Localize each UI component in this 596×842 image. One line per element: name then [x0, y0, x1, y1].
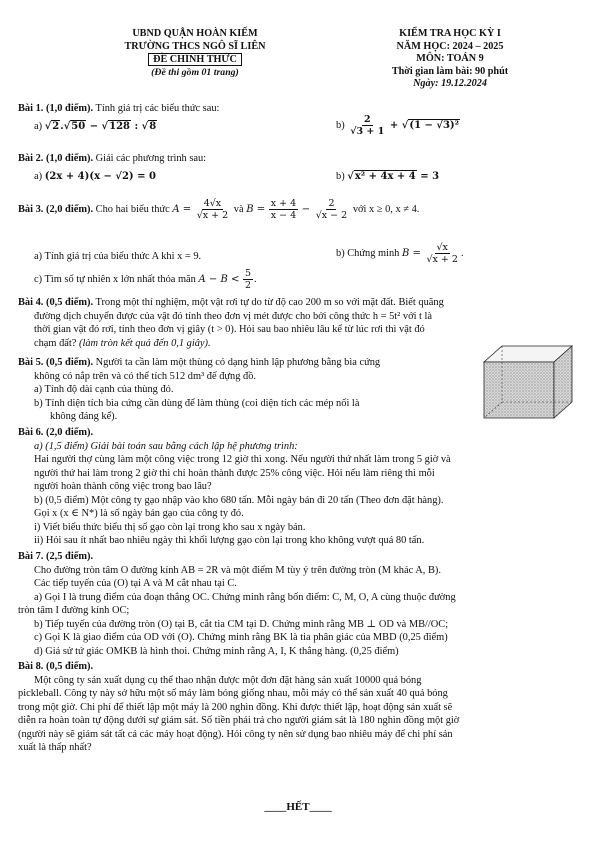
exam-title: KIỂM TRA HỌC KỲ I — [399, 28, 501, 39]
time-limit: Thời gian làm bài: 90 phút — [391, 65, 509, 77]
cube-box-illustration — [480, 342, 576, 422]
header-right — [350, 28, 550, 91]
problem-4: Bài 4. (0,5 điểm). Trong một thí nghiệm, một vật rơi tự do từ độ cao 200 m so với mặt đất. Biết quãng đường dịch chuyển được của vật đó tính theo đơn vị mét được cho bởi công thức h = 5t² với t là thời gian vật đó rơi, tính theo đơn vị giây (t > 0). Hỏi sau bao nhiêu lâu kể từ lúc rơi thì vật đó chạm đất? (làm tròn kết quả đến 0,1 giây). — [18, 297, 444, 349]
problem-1a: a) √2.√50 − √128 : √8 — [34, 121, 157, 132]
exam-date: Ngày: 19.12.2024 — [413, 78, 487, 89]
problem-3c: c) Tìm số tự nhiên x lớn nhất thỏa mãn A − B < $\frac{5}{2}$ . — [34, 268, 257, 291]
problem-2b: b) √x² + 4x + 4 = 3 — [336, 171, 440, 182]
problem-2a: a) (2x + 4)(x − √2) = 0 — [34, 171, 156, 182]
problem-7: Bài 7. (2,5 điểm). Cho đường tròn tâm O đường kính AB = 2R và một điểm M tùy ý trên đường tròn (M khác A, B). Các tiếp tuyến của (O) tại A và M cắt nhau tại C. a) Gọi I là trung điểm của đoạn thẳng OC. Chứng minh rằng bốn điểm: C, M, O, A cùng thuộc đường tròn tâm I đường kính OC; b) Tiếp tuyến của đường tròn (O) tại B, cắt tia CM tại D. Chứng minh rằng MB ⊥ OD và MB//OC; c) Gọi K là giao điểm của OD với (O). Chứng minh rằng BK là tia phân giác của MBD (0,25 điểm) d) Giả sử tứ giác OMKB là hình thoi. Chứng minh rằng A, I, K thẳng hàng. (0,25 điểm) — [18, 551, 456, 657]
header-left — [95, 28, 295, 79]
problem-3a: a) Tính giá trị của biểu thức A khi x = 9. — [34, 251, 202, 262]
problem-5: Bài 5. (0,5 điểm). Người ta cần làm một thùng có dạng hình lập phương bằng bìa cứng không có nắp trên và có thể tích 512 dm³ để đựng đồ. a) Tính độ dài cạnh của thùng đó. b) Tính diện tích bìa cứng cần dùng để làm thùng (coi diện tích các mép nối là không đáng kể). — [18, 357, 381, 423]
problem-1-heading: Bài 1. (1,0 điểm). Tính giá trị các biểu thức sau: — [18, 103, 220, 114]
school-year: NĂM HỌC: 2024 – 2025 — [396, 40, 504, 52]
problem-3b: b) Chứng minh B = $\frac{√x}{√x + 2}$ . — [336, 242, 464, 265]
problem-2-heading: Bài 2. (1,0 điểm). Giải các phương trình sau: — [18, 153, 207, 164]
district-name: UBND QUẬN HOÀN KIẾM — [132, 28, 258, 39]
problem-6: Bài 6. (2,0 điểm). a) (1,5 điểm) Giải bài toán sau bằng cách lập hệ phương trình: Hai người thợ cùng làm một công việc trong 12 giờ thì xong. Nếu người thứ nhất làm trong 5 giờ và người thứ hai làm trong 2 giờ thì chỉ hoàn thành được 25% công việc. Hỏi nếu làm riêng thì mỗi người hoàn thành công việc trong bao lâu? b) (0,5 điểm) Một công ty gạo nhập vào kho 680 tấn. Mỗi ngày bán đi 20 tấn (Theo đơn đặt hàng). Gọi x (x ∈ N*) là số ngày bán gạo của công ty đó. i) Viết biểu thức biểu thị số gạo còn lại trong kho sau x ngày bán. ii) Hỏi sau ít nhất bao nhiêu ngày thì khối lượng gạo còn lại trong kho không vượt quá 80 tấn. — [18, 427, 451, 547]
official-exam-label: ĐỀ CHÍNH THỨC — [148, 53, 242, 66]
problem-8: Bài 8. (0,5 điểm). Một công ty sản xuất dụng cụ thể thao nhận được một đơn đặt hàng sản xuất 10000 quả bóng pickleball. Công ty này sở hữu một số máy làm bóng giống nhau, mỗi máy có thể sản xuất 40 quả bóng trong một giờ. Chi phí để thiết lập một máy là 200 nghìn đồng. Khi được thiết lập, hoạt động sản xuất sẽ diễn ra hoàn toàn tự động dưới sự giám sát. Số tiền phải trả cho người giám sát là 180 nghìn đồng một giờ (người này sẽ giám sát tất cả các máy hoạt động). Hỏi công ty nên sử dụng bao nhiêu máy để chi phí sản xuất là thấp nhất? — [18, 661, 460, 754]
school-name: TRƯỜNG THCS NGÔ SĨ LIÊN — [124, 40, 266, 52]
problem-1b: b) $\frac{2}{√3 + 1}$ + √(1 − √3)² — [336, 114, 460, 137]
page-count-note: (Đề thi gồm 01 trang) — [151, 66, 239, 78]
end-marker: ____HẾT____ — [264, 801, 332, 813]
problem-3-heading: Bài 3. (2,0 điểm). Cho hai biểu thức A = $\frac{4√x}{√x + 2}$ và B = $\frac{x + 4}{x - 4}$ − $\frac{2}{√x - 2}$ với x ≥ 0, x ≠ 4. — [18, 198, 420, 221]
subject: MÔN: TOÁN 9 — [416, 53, 484, 64]
